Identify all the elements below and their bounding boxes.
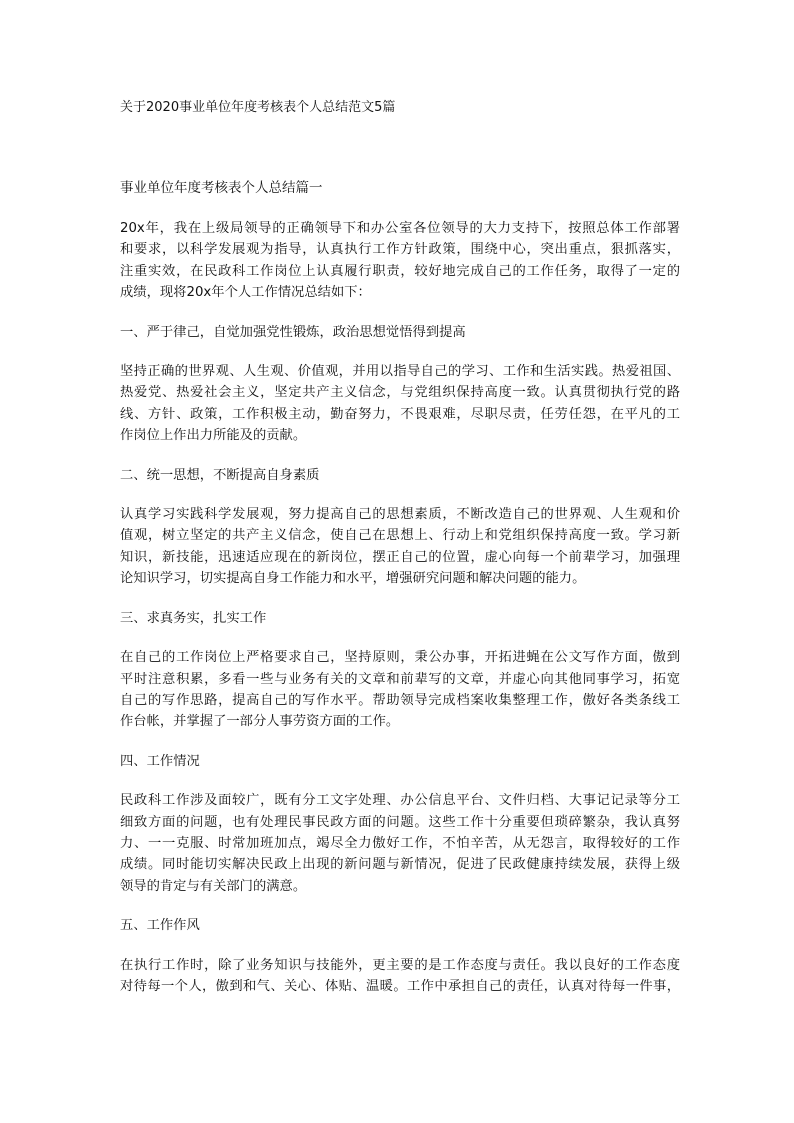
section-subtitle: 事业单位年度考核表个人总结篇一 — [120, 180, 323, 196]
section-paragraph-1 — [120, 361, 680, 447]
paragraph-line: 领导的肯定与有关部门的满意。 — [120, 878, 307, 894]
paragraph-line: 对待每一个人，傲到和气、关心、体贴、温暖。工作中承担自己的责任，认真对待每一件事， — [120, 978, 680, 994]
paragraph-line: 作台帐，并掌握了一部分人事劳资方面的工作。 — [120, 714, 400, 730]
paragraph-line: 坚持正确的世界观、人生观、价值观，并用以指导自己的学习、工作和生活实践。热爱祖国、 — [120, 364, 680, 380]
paragraph-line: 值观，树立坚定的共产主义信念，使自己在思想上、行动上和党组织保持高度一致。学习新 — [120, 528, 680, 544]
paragraph-line: 20x年，我在上级局领导的正确领导下和办公室各位领导的大力支持下，按照总体工作部署 — [120, 221, 680, 236]
paragraph-line: 自己的写作思路，提高自己的写作水平。帮助领导完成档案收集整理工作，傲好各类条线工 — [120, 692, 680, 708]
paragraph-line: 力、一一克服、时常加班加点，竭尽全力傲好工作，不怕辛苦，从无怨言，取得较好的工作 — [120, 835, 680, 851]
intro-paragraph — [120, 218, 680, 304]
paragraph-line: 在执行工作时，除了业务知识与技能外，更主要的是工作态度与责任。我以良好的工作态度 — [120, 957, 680, 973]
paragraph-line: 注重实效，在民政科工作岗位上认真履行职责，较好地完成自己的工作任务，取得了一定的 — [120, 263, 680, 279]
section-paragraph-4 — [120, 790, 680, 897]
section-heading-5: 五、工作作风 — [120, 918, 200, 934]
section-heading-1: 一、严于律己，自觉加强党性锻炼，政治思想觉悟得到提高 — [120, 324, 466, 340]
paragraph-line: 论知识学习，切实提高自身工作能力和水平，增强研究问题和解决问题的能力。 — [120, 571, 586, 587]
paragraph-line: 热爱党、热爱社会主义，坚定共产主义信念，与党组织保持高度一致。认真贯彻执行党的路 — [120, 385, 680, 401]
paragraph-line: 民政科工作涉及面较广，既有分工文字处理、办公信息平台、文件归档、大事记记录等分工 — [120, 793, 680, 809]
document-title: 关于2020事业单位年度考核表个人总结范文5篇 — [120, 100, 396, 115]
paragraph-line: 作岗位上作出力所能及的贡献。 — [120, 428, 307, 444]
paragraph-line: 和要求，以科学发展观为指导，认真执行工作方针政策，围绕中心，突出重点，狠抓落实， — [120, 242, 680, 258]
paragraph-line: 细致方面的问题，也有处理民事民政方面的问题。这些工作十分重要但琐碎繁杂，我认真努 — [120, 814, 680, 830]
section-paragraph-2 — [120, 504, 680, 590]
paragraph-line: 平时注意积累，多看一些与业务有关的文章和前辈写的文章，并虚心向其他同事学习，拓宽 — [120, 671, 680, 687]
section-heading-3: 三、求真务实，扎实工作 — [120, 610, 267, 626]
section-heading-4: 四、工作情况 — [120, 753, 200, 769]
paragraph-line: 在自己的工作岗位上严格要求自己，坚持原则，秉公办事，开拓进蝇在公文写作方面，傲到 — [120, 650, 680, 666]
section-paragraph-5 — [120, 955, 680, 998]
paragraph-line: 知识，新技能，迅速适应现在的新岗位，摆正自己的位置，虚心向每一个前辈学习，加强理 — [120, 549, 680, 565]
paragraph-line: 成绩。同时能切实解决民政上出现的新问题与新情况，促进了民政健康持续发展，获得上级 — [120, 857, 680, 873]
section-heading-2: 二、统一思想，不断提高自身素质 — [120, 467, 320, 483]
paragraph-line: 成绩，现将20x年个人工作情况总结如下： — [120, 285, 371, 301]
document-body — [120, 178, 680, 1015]
section-paragraph-3 — [120, 647, 680, 733]
paragraph-line: 认真学习实践科学发展观，努力提高自己的思想素质，不断改造自己的世界观、人生观和价 — [120, 507, 680, 523]
paragraph-line: 线、方针、政策，工作积极主动，勤奋努力，不畏艰难，尽职尽责，任劳任怨，在平凡的工 — [120, 406, 680, 422]
